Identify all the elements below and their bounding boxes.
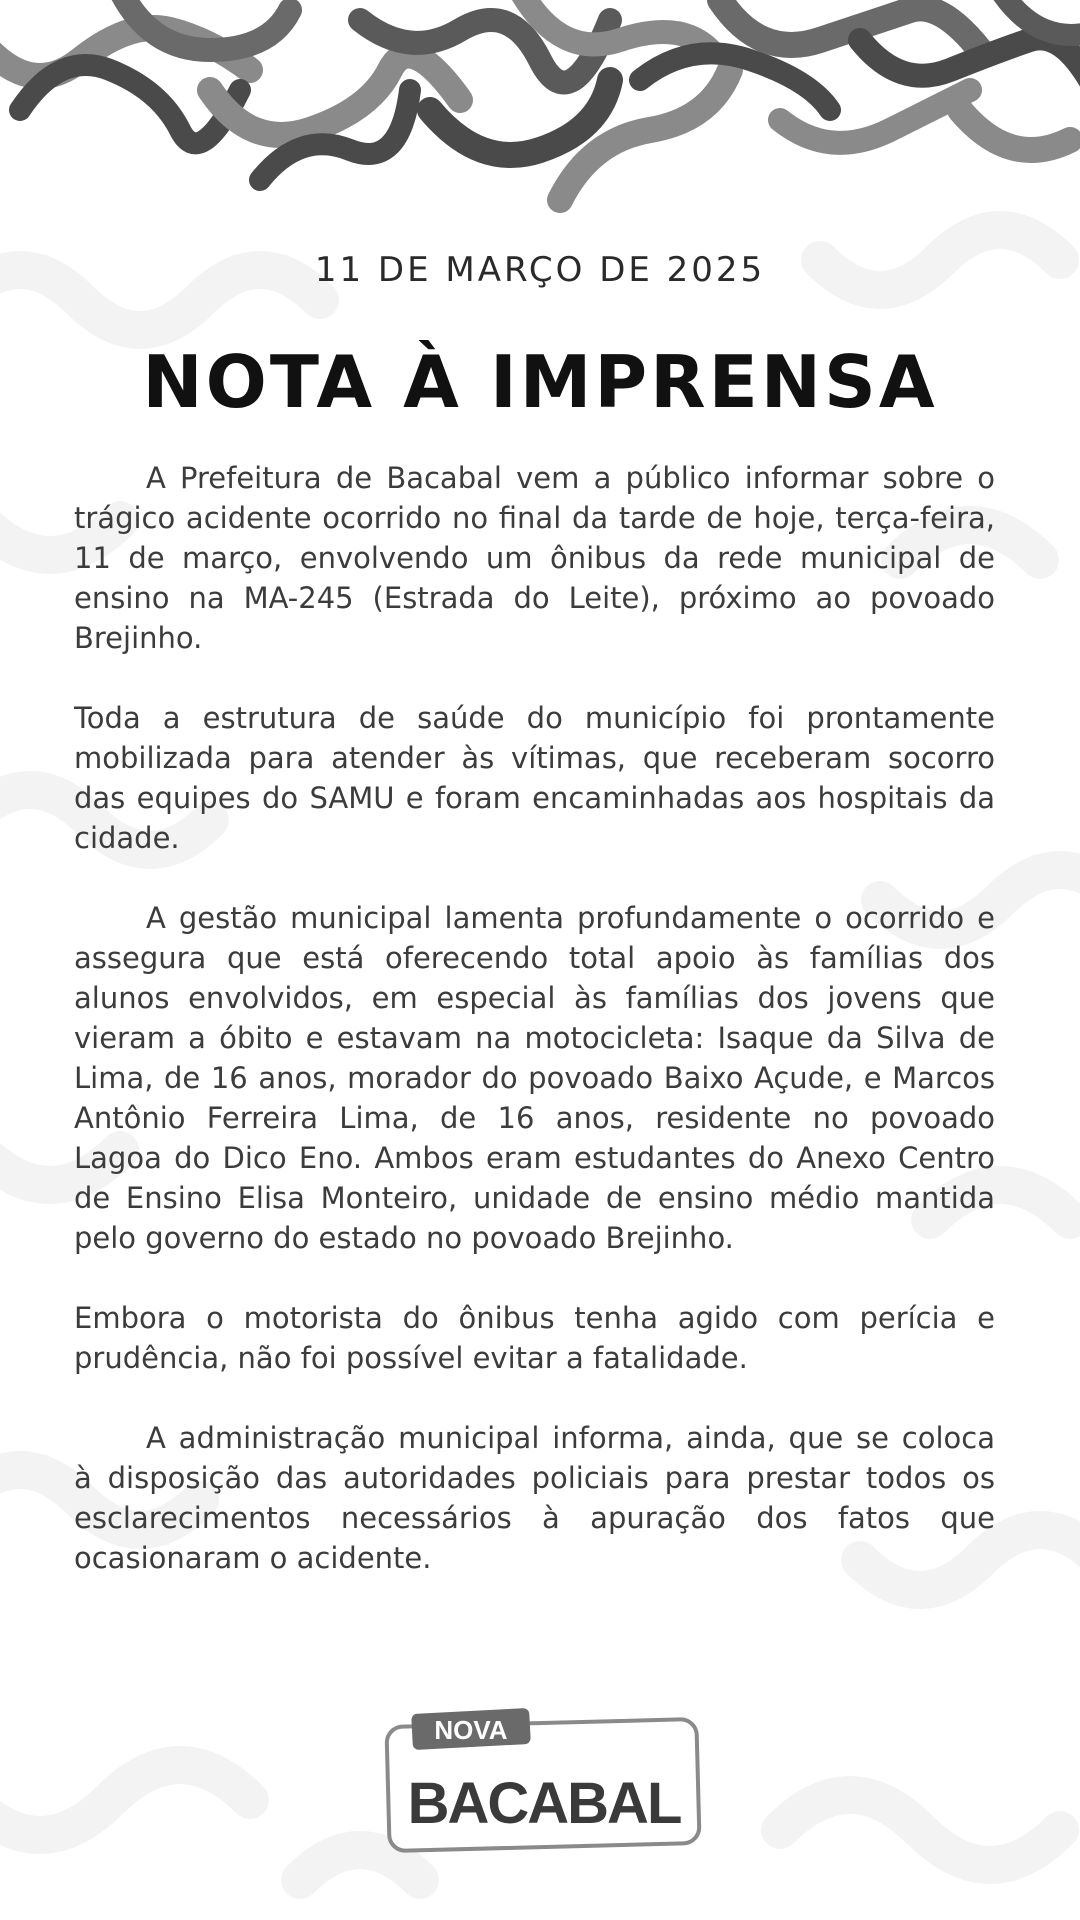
paragraph-3: A gestão municipal lamenta profundamente o ocorrido e assegura que está oferecendo total apoio às famílias dos alunos envolvidos, em especial às famílias dos jovens que vieram a óbito e estavam na motocicleta: Isaque da Silva de Lima, de 16 anos, morador do povoado Baixo Açude, e Marcos Antônio Ferreira Lima, de 16 anos, residente no povoado Lagoa do Dico Eno. Ambos eram estudantes do Anexo Centro de Ensino Elisa Monteiro, unidade de ensino médio mantida pelo governo do estado no povoado Brejinho.: [74, 901, 995, 1255]
logo-top-text: NOVA: [434, 1715, 508, 1745]
paragraph-1: A Prefeitura de Bacabal vem a público informar sobre o trágico acidente ocorrido no final da tarde de hoje, terça-feira, 11 de março, envolvendo um ônibus da rede municipal de ensino na MA-245 (Estrada do Leite), próximo ao povoado Brejinho.: [74, 461, 995, 655]
logo-main-text: BACABAL: [407, 1771, 681, 1836]
paragraph-5: A administração municipal informa, ainda, que se coloca à disposição das autoridades policiais para prestar todos os esclarecimentos necessários à apuração dos fatos que ocasionaram o acidente.: [74, 1421, 995, 1575]
nova-bacabal-logo: [384, 1705, 704, 1853]
note-body: [74, 458, 995, 1618]
page-title: NOTA À IMPRENSA: [142, 340, 938, 424]
note-date: 11 DE MARÇO DE 2025: [314, 250, 766, 290]
paragraph-4: Embora o motorista do ônibus tenha agido com perícia e prudência, não foi possível evitar a fatalidade.: [74, 1301, 995, 1375]
paragraph-2: Toda a estrutura de saúde do município foi prontamente mobilizada para atender às vítimas, que receberam socorro das equipes do SAMU e foram encaminhadas aos hospitais da cidade.: [74, 701, 995, 855]
